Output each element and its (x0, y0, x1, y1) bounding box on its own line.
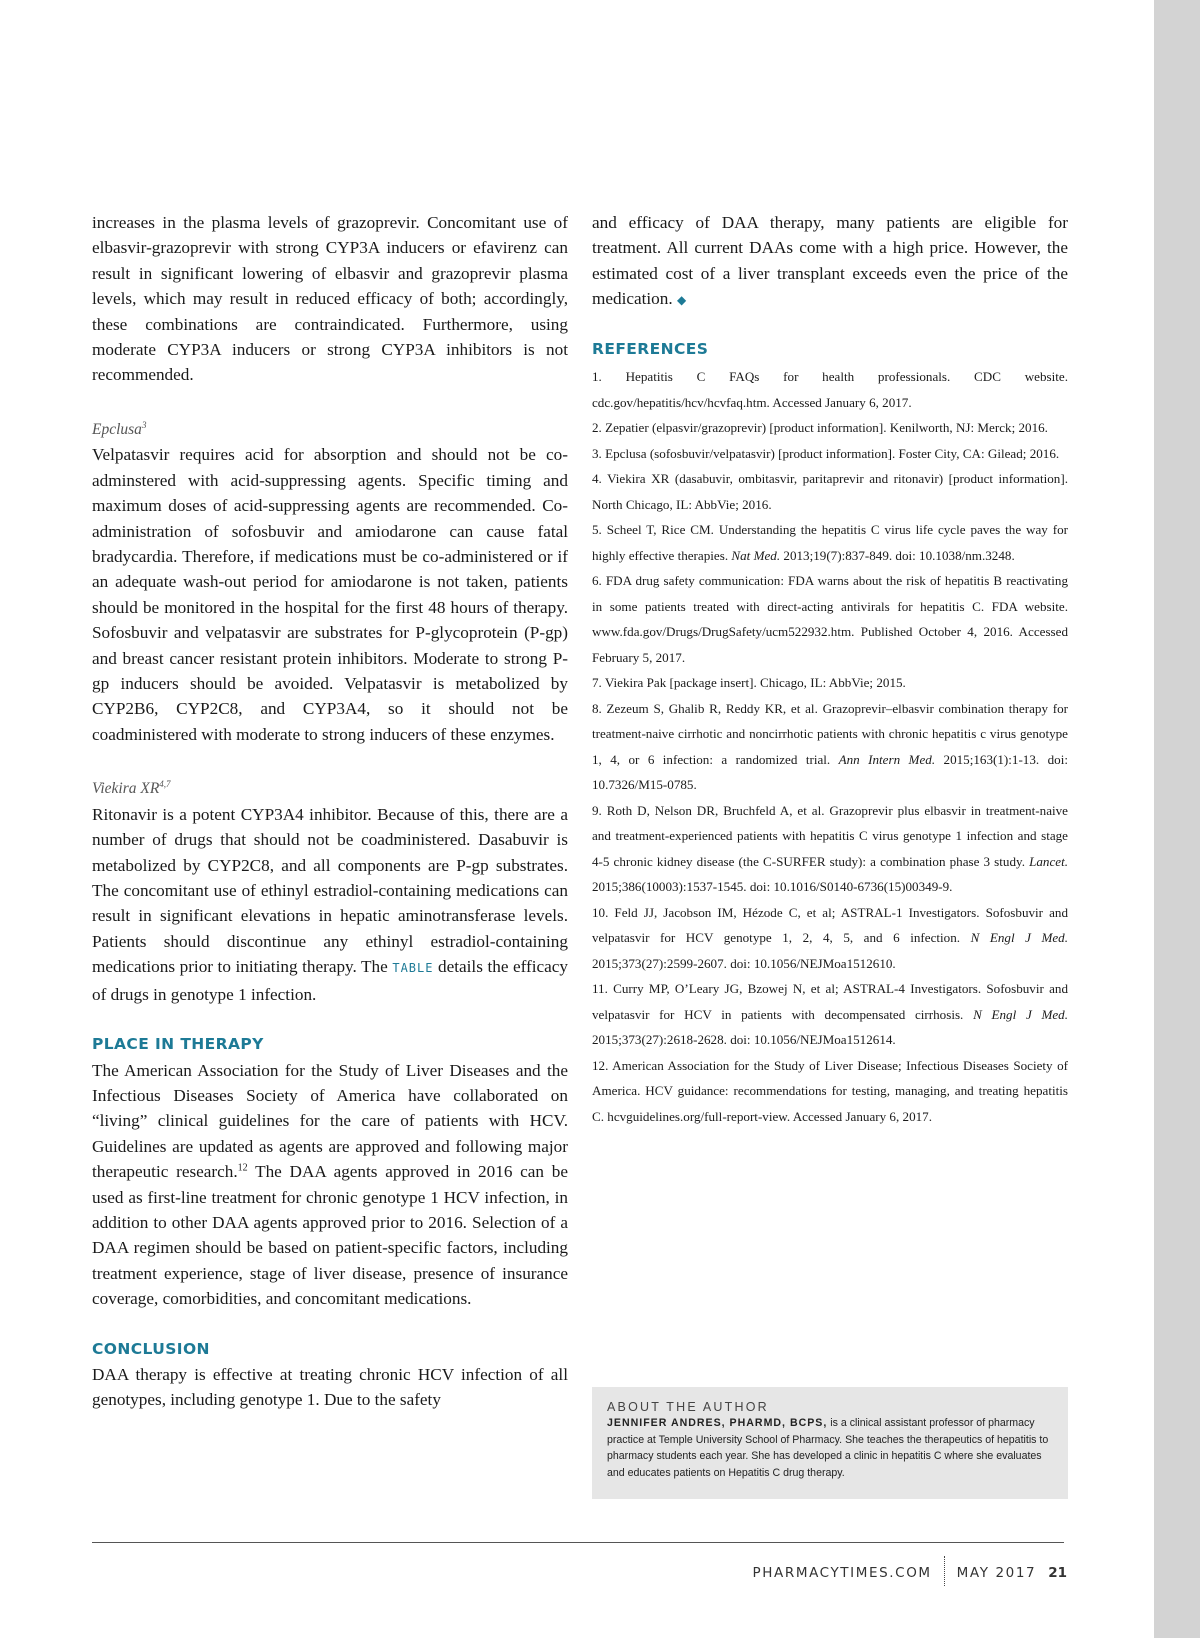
about-author-title: ABOUT THE AUTHOR (607, 1400, 769, 1414)
reference-item: 6. FDA drug safety communication: FDA warns about the risk of hepatitis B reactivating in some patients treated with direct-acting antivirals for hepatitis C. FDA website. www.fda.gov/Drugs/DrugSafety/ucm522932.htm. Published October 4, 2016. Accessed February 5, 2017. (592, 573, 1068, 665)
viekira-subheading: Viekira XR$^{4,7}$ (92, 779, 171, 798)
reference-item: 7. Viekira Pak [package insert]. Chicago, IL: AbbVie; 2015. (592, 675, 906, 691)
footer-separator (944, 1556, 945, 1586)
footer-issue: MAY 2017 (956, 1565, 1037, 1581)
reference-item: 10. Feld JJ, Jacobson IM, Hézode C, et al; ASTRAL-1 Investigators. Sofosbuvir and velpatasvir for HCV genotype 1, 2, 4, 5, and 6 infection. N Engl J Med. 2015;373(27):2599-2607. doi: 10.1056/NEJMoa1512610. (592, 904, 1068, 971)
viekira-paragraph: Ritonavir is a potent CYP3A4 inhibitor. Because of this, there are a number of drugs that should not be coadministered. Dasabuvir is metabolized by CYP2C8, and all components are P-gp substrates. The concomitant use of ethinyl estradiol-containing medications can result in significant elevations in hepatic aminotransferase levels. Patients should discontinue any ethinyl estradiol-containing medications prior to initiating therapy. The TABLE details the efficacy of drugs in genotype 1 infection. (92, 804, 569, 1004)
place-in-therapy-paragraph: The American Association for the Study of Liver Diseases and the Infectious Diseases Society of America have collaborated on “living” clinical guidelines for the care of patients with HCV. Guidelines are updated as agents are approved and following major therapeutic research.$^{12}$ The DAA agents approved in 2016 can be used as first-line treatment for chronic genotype 1 HCV infection, in addition to other DAA agents approved prior to 2016. Selection of a DAA regimen should be based on patient-specific factors, including treatment experience, stage of liver disease, presence of insurance coverage, comorbidities, and concomitant medications. (92, 1060, 568, 1309)
reference-item: 3. Epclusa (sofosbuvir/velpatasvir) [product information]. Foster City, CA: Gilead; 2016. (592, 445, 1060, 461)
continuation-paragraph: and efficacy of DAA therapy, many patients are eligible for treatment. All current DAAs come with a high price. However, the estimated cost of a liver transplant exceeds even the price of the medication. ◆ (592, 213, 1068, 309)
page-number: 21 (1048, 1565, 1067, 1581)
about-author-box (592, 1387, 1068, 1499)
footer-site: PHARMACYTIMES.COM (752, 1565, 932, 1581)
table-reference-link[interactable]: TABLE (392, 961, 434, 976)
reference-item: 2. Zepatier (elpasvir/grazoprevir) [product information]. Kenilworth, NJ: Merck; 2016. (592, 420, 1048, 436)
conclusion-paragraph: DAA therapy is effective at treating chronic HCV infection of all genotypes, including genotype 1. Due to the safety (92, 1364, 568, 1410)
epclusa-paragraph: Velpatasvir requires acid for absorption and should not be co-adminstered with acid-suppressing agents. Specific timing and maximum doses of acid-suppressing agents are recommended. Co-administration of sofosbuvir and amiodarone can cause fatal bradycardia. Therefore, if medications must be co-administered or if an adequate wash-out period for amiodarone is not taken, patients should be monitored in the hospital for the first 48 hours of therapy. Sofosbuvir and velpatasvir are substrates for P-glycoprotein (P-gp) and breast cancer resistant protein inhibitors. Moderate to strong P-gp inducers should be avoided. Velpatasvir is metabolized by CYP2B6, CYP2C8, and CYP3A4, so it should not be coadministered with moderate to strong inducers of these enzymes. (92, 445, 568, 744)
footer-divider (92, 1542, 1064, 1543)
reference-item: 11. Curry MP, O’Leary JG, Bzowej N, et al; ASTRAL-4 Investigators. Sofosbuvir and velpatasvir for HCV in patients with decompensated cirrhosis. N Engl J Med. 2015;373(27):2618-2628. doi: 10.1056/NEJMoa1512614. (592, 981, 1068, 1048)
references-list (592, 364, 1068, 1129)
author-bio: JENNIFER ANDRES, PHARMD, BCPS, is a clinical assistant professor of pharmacy practice at Temple University School of Pharmacy. She teaches the therapeutics of hepatitis to pharmacy students each year. She has developed a clinic in hepatitis C where she evaluates and educates patients on Hepatitis C drug therapy. (607, 1417, 1049, 1479)
right-column (592, 210, 1068, 1129)
reference-item: 5. Scheel T, Rice CM. Understanding the hepatitis C virus life cycle paves the way for highly effective therapies. Nat Med. 2013;19(7):837-849. doi: 10.1038/nm.3248. (592, 522, 1068, 563)
page-edge-strip (1154, 0, 1200, 1638)
reference-item: 9. Roth D, Nelson DR, Bruchfeld A, et al. Grazoprevir plus elbasvir in treatment-naive and treatment-experienced patients with hepatitis C virus genotype 1 infection and stage 4-5 chronic kidney disease (the C-SURFER study): a combination phase 3 study. Lancet. 2015;386(10003):1537-1545. doi: 10.1016/S0140-6736(15)00349-9. (592, 802, 1069, 895)
place-in-therapy-heading: PLACE IN THERAPY (92, 1035, 264, 1054)
page-footer (753, 1558, 1067, 1588)
references-heading: REFERENCES (592, 339, 709, 358)
epclusa-subheading: Epclusa$^3$ (92, 419, 147, 438)
citation-superscript: 12 (237, 1162, 248, 1174)
reference-item: 4. Viekira XR (dasabuvir, ombitasvir, paritaprevir and ritonavir) [product information]. North Chicago, IL: AbbVie; 2016. (592, 471, 1068, 512)
reference-item: 1. Hepatitis C FAQs for health professionals. CDC website. cdc.gov/hepatitis/hcv/hcvfaq.htm. Accessed January 6, 2017. (592, 369, 1068, 410)
left-column (92, 210, 568, 1413)
end-mark-icon: ◆ (676, 293, 687, 308)
reference-item: 12. American Association for the Study of Liver Disease; Infectious Diseases Society of America. HCV guidance: recommendations for testing, managing, and treating hepatitis C. hcvguidelines.org/full-report-view. Accessed January 6, 2017. (592, 1057, 1068, 1124)
intro-paragraph: increases in the plasma levels of grazoprevir. Concomitant use of elbasvir-grazoprevir with strong CYP3A inducers or efavirenz can result in significant lowering of elbasvir and grazoprevir plasma levels, which may result in reduced efficacy of both; accordingly, these combinations are contraindicated. Furthermore, using moderate CYP3A inducers or strong CYP3A inhibitors is not recommended. (92, 213, 568, 385)
author-name: JENNIFER ANDRES, PHARMD, BCPS, (607, 1417, 828, 1429)
reference-item: 8. Zezeum S, Ghalib R, Reddy KR, et al. Grazoprevir–elbasvir combination therapy for treatment-naive cirrhotic and noncirrhotic patients with chronic hepatitis c virus genotype 1, 4, or 6 infection: a randomized trial. Ann Intern Med. 2015;163(1):1-13. doi: 10.7326/M15-0785. (592, 700, 1068, 793)
conclusion-heading: CONCLUSION (92, 1339, 210, 1358)
